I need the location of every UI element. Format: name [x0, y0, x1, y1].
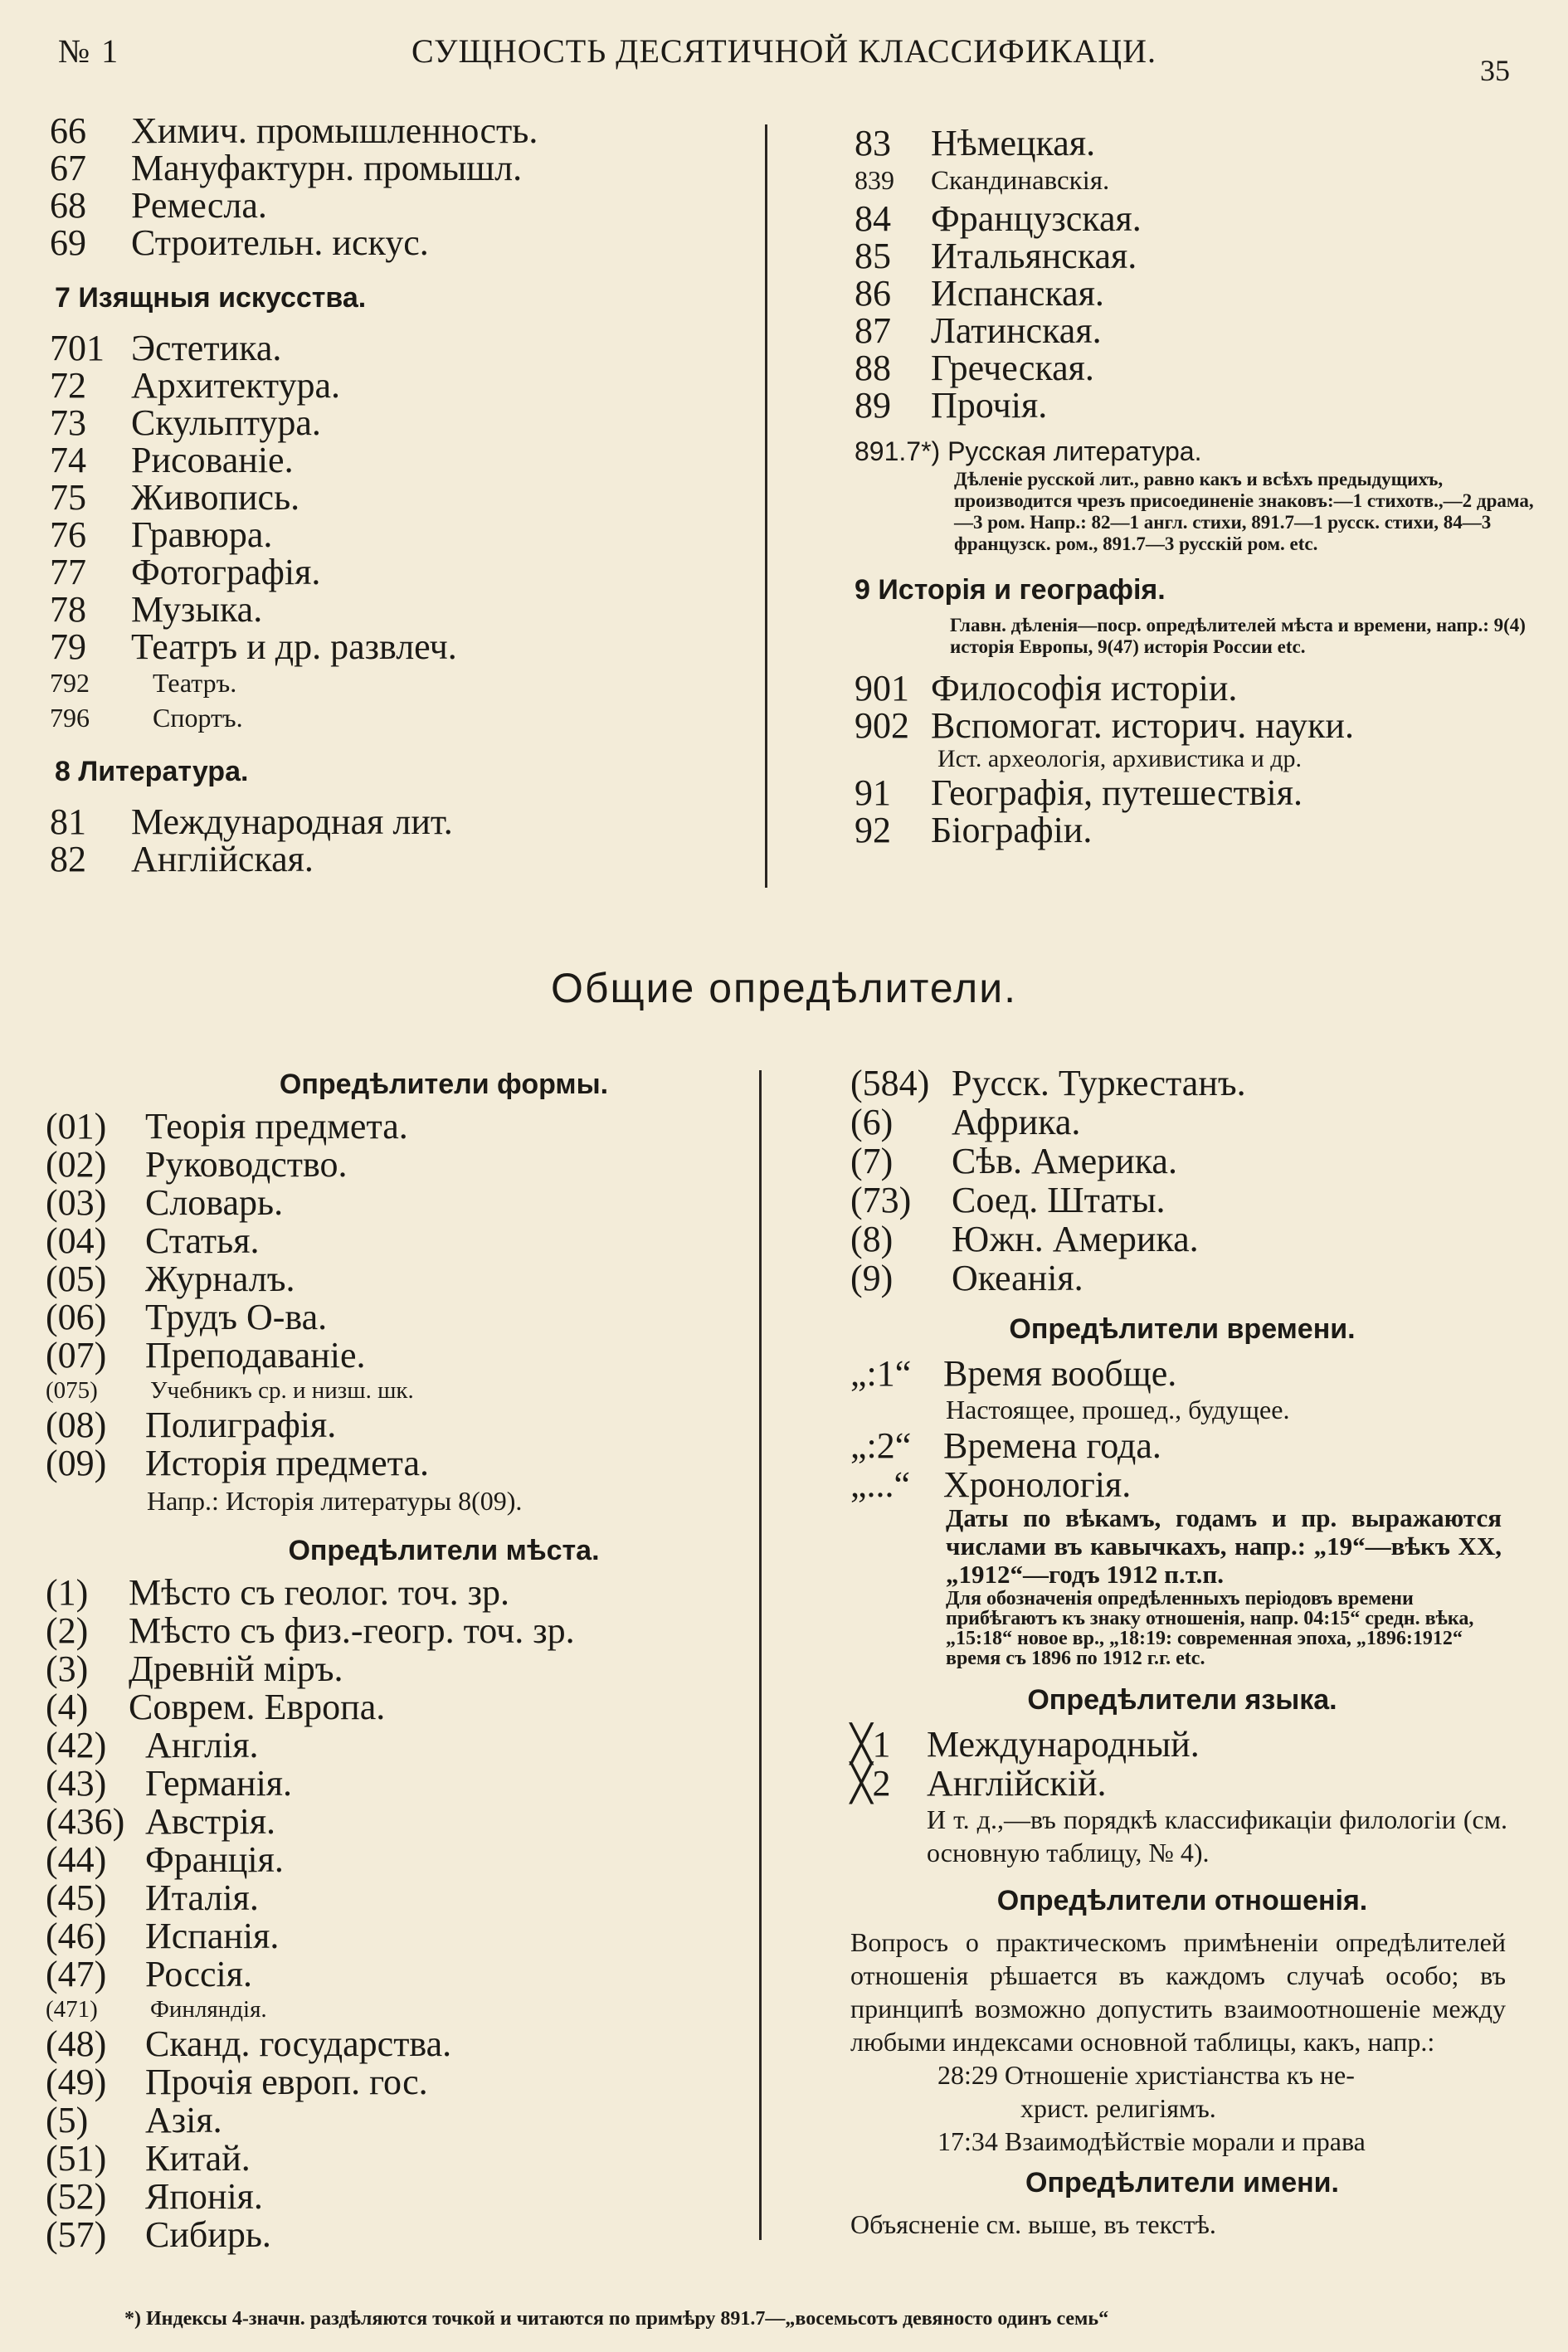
- russian-literature-note: Дѣленіе русской лит., равно какъ и всѣхъ предыдущихъ, производится чрезъ присоединеніе знаковъ:—1 стихотв.,—2 драма,—3 ром. Напр.: 82—1 англ. стихи, 891.7—1 русск. стихи, 84—3 французск. ром., 891.7—3 русскій ром. etc.: [954, 469, 1534, 554]
- class-index: (471): [46, 1996, 98, 2023]
- class-label: Испанія.: [145, 1916, 280, 1956]
- determiner-entry: [46, 1765, 743, 1803]
- time-entry: [850, 1465, 1514, 1504]
- class-entry: [855, 312, 1518, 349]
- time-determiners-heading: Опредѣлители времени.: [1009, 1313, 1356, 1345]
- class-label: Древній міръ.: [129, 1648, 343, 1689]
- class-label: Журналъ.: [145, 1259, 295, 1299]
- class-label: Международный.: [927, 1724, 1200, 1765]
- class-index: 68: [50, 185, 86, 226]
- class-index: 72: [50, 365, 86, 406]
- class-label: Международная лит.: [131, 801, 453, 842]
- class-label: Географія, путешествія.: [931, 772, 1303, 813]
- class-index: 77: [50, 552, 86, 592]
- running-header: [58, 23, 1510, 87]
- theatre-sublist: [50, 665, 747, 735]
- determiner-entry: [46, 1955, 743, 1994]
- class-index: ╳1: [850, 1724, 891, 1765]
- class-index: 79: [50, 626, 86, 667]
- class-index: (42): [46, 1725, 107, 1765]
- class-index: (06): [46, 1297, 107, 1337]
- class-index: (04): [46, 1220, 107, 1261]
- class-label: Философія исторіи.: [931, 668, 1238, 709]
- name-determiners-text: Объясненіе см. выше, въ текстѣ.: [850, 2209, 1216, 2239]
- class-index: 88: [855, 348, 891, 388]
- class-entry: [50, 591, 747, 628]
- class-label: Соврем. Европа.: [129, 1687, 386, 1727]
- class-index: 82: [50, 839, 86, 879]
- class-index: (436): [46, 1801, 125, 1842]
- determiner-entry: [850, 1142, 1514, 1181]
- class-index: (2): [46, 1610, 89, 1651]
- running-title: СУЩНОСТЬ ДЕСЯТИЧНОЙ КЛАССИФИКАЦИ.: [411, 32, 1157, 70]
- determiner-entry: [46, 1879, 743, 1917]
- class-label: Мѣсто съ физ.-геогр. точ. зр.: [129, 1610, 575, 1651]
- class-label: Японія.: [145, 2176, 263, 2217]
- history-list: [855, 670, 1518, 744]
- class-label: Преподаваніе.: [145, 1335, 366, 1376]
- determiner-entry: [46, 1841, 743, 1879]
- column-divider: [765, 124, 767, 888]
- determiner-entry: [46, 2025, 743, 2063]
- class-index: 902: [855, 705, 909, 746]
- geography-list: [855, 774, 1518, 849]
- footnote: *) Индексы 4-значн. раздѣляются точкой и читаются по примѣру 891.7—„восемьсотъ девяносто одинъ семь“: [124, 2308, 1109, 2330]
- class-index: 83: [855, 123, 891, 163]
- class-index: 84: [855, 198, 891, 239]
- class-entry: [855, 387, 1518, 424]
- class-index: (46): [46, 1916, 107, 1956]
- class-entry: [50, 224, 747, 261]
- class-index: (57): [46, 2214, 107, 2255]
- class-index: 901: [855, 668, 909, 709]
- class-index: ╳2: [850, 1763, 891, 1804]
- class-label: Финляндія.: [150, 1996, 267, 2023]
- class-entry: [855, 124, 1518, 162]
- class-label: Латинская.: [931, 310, 1102, 351]
- class-index: (45): [46, 1877, 107, 1918]
- bottom-left-column: [46, 1066, 743, 2254]
- class-label: Испанская.: [931, 273, 1104, 314]
- class-entry: [50, 187, 747, 224]
- class-label: Архитектура.: [131, 365, 341, 406]
- time-entry: [850, 1426, 1514, 1465]
- time-entry: [850, 1354, 1514, 1393]
- class-label: Вспомогат. историч. науки.: [931, 705, 1354, 746]
- class-index: (075): [46, 1377, 98, 1404]
- class-index: (51): [46, 2138, 107, 2179]
- class-index: (4): [46, 1687, 89, 1727]
- determiner-entry: [46, 1994, 743, 2025]
- fine-arts-list: [50, 329, 747, 665]
- class-index: (73): [850, 1180, 912, 1220]
- determiner-entry: [46, 1222, 743, 1260]
- class-label: Трудъ О-ва.: [145, 1297, 328, 1337]
- determiner-entry: [850, 1764, 1514, 1803]
- class-label: Англійскій.: [927, 1763, 1107, 1804]
- class-index: 87: [855, 310, 891, 351]
- determiner-entry: [46, 1917, 743, 1955]
- class-label: Африка.: [952, 1102, 1081, 1142]
- place-determiners-continued: [850, 1064, 1514, 1298]
- determiner-entry: [46, 1444, 743, 1483]
- determiner-entry: [46, 1803, 743, 1841]
- class-index: (5): [46, 2100, 89, 2140]
- time-text: Хронологія.: [943, 1464, 1132, 1505]
- class-label: Южн. Америка.: [952, 1219, 1199, 1259]
- determiner-entry: [46, 1108, 743, 1146]
- class-index: 76: [50, 514, 86, 555]
- relation-example: 28:29 Отношеніе христіанства къ не-: [937, 2060, 1355, 2090]
- class-label: Соед. Штаты.: [952, 1180, 1166, 1220]
- class-label: Нѣмецкая.: [931, 123, 1096, 163]
- literature-list: [50, 803, 747, 878]
- class-label: Азія.: [145, 2100, 222, 2140]
- class-index: 796: [50, 703, 90, 733]
- determiner-entry: [850, 1725, 1514, 1764]
- determiner-entry: [850, 1220, 1514, 1259]
- determiner-entry: [46, 1650, 743, 1688]
- class-entry: [50, 404, 747, 441]
- class-index: 701: [50, 328, 105, 368]
- class-label: Сканд. государства.: [145, 2023, 452, 2064]
- time-code: „...“: [850, 1464, 911, 1505]
- class-entry: [855, 275, 1518, 312]
- top-right-column: [855, 123, 1534, 850]
- class-index: (03): [46, 1182, 107, 1223]
- class-label: Прочія.: [931, 385, 1048, 426]
- class-index: (43): [46, 1763, 107, 1804]
- class-index: 839: [855, 165, 894, 195]
- determiner-entry: [46, 2063, 743, 2101]
- class-label: Сибирь.: [145, 2214, 271, 2255]
- class-entry: [50, 441, 747, 479]
- class-label: Скандинавскія.: [931, 166, 1110, 196]
- class-index: 75: [50, 477, 86, 518]
- class-label: Ремесла.: [131, 185, 267, 226]
- class-entry: [855, 200, 1518, 237]
- language-note: И т. д.,—въ порядкѣ классификаціи филологіи (см. основную таблицу, № 4).: [927, 1804, 1507, 1867]
- class-label: Театръ и др. развлеч.: [131, 626, 457, 667]
- class-index: (3): [46, 1648, 89, 1689]
- class-label: Италія.: [145, 1877, 259, 1918]
- class-label: Эстетика.: [131, 328, 282, 368]
- class-label: Музыка.: [131, 589, 263, 630]
- class-label: Гравюра.: [131, 514, 273, 555]
- class-entry: [50, 803, 747, 840]
- determiner-entry: [46, 1146, 743, 1184]
- class-entry: [855, 237, 1518, 275]
- class-label: Океанія.: [952, 1258, 1083, 1298]
- class-index: (05): [46, 1259, 107, 1299]
- form-determiners-heading: Опредѣлители формы.: [279, 1069, 609, 1100]
- class-label: Статья.: [145, 1220, 260, 1261]
- class-label: Австрія.: [145, 1801, 276, 1842]
- determiner-entry: [850, 1103, 1514, 1142]
- class-subentry: [50, 665, 747, 700]
- class-index: 66: [50, 110, 86, 151]
- class-label: Китай.: [145, 2138, 251, 2179]
- class-index: (7): [850, 1141, 894, 1181]
- class-label: Спортъ.: [153, 703, 243, 733]
- determiner-entry: [46, 1298, 743, 1337]
- class-entry: [50, 479, 747, 516]
- determiner-entry: [850, 1259, 1514, 1298]
- heading-history: 9 Исторія и географія.: [855, 574, 1166, 606]
- relation-text: Вопросъ о практическомъ примѣненіи опредѣлителей отношенія рѣшается въ каждомъ случаѣ особо; въ принципѣ возможно допустить взаимоотношеніе между любыми индексами основной таблицы, какъ, напр.:: [850, 1927, 1506, 2057]
- class-index: 73: [50, 402, 86, 443]
- top-left-column: [50, 112, 747, 878]
- class-label: Теорія предмета.: [145, 1106, 408, 1147]
- class-label: Мѣсто съ геолог. точ. зр.: [129, 1572, 509, 1613]
- class-index: 792: [50, 668, 90, 698]
- name-determiners-heading: Опредѣлители имени.: [1025, 2167, 1339, 2199]
- determiner-entry: [46, 1184, 743, 1222]
- class-entry: [50, 840, 747, 878]
- class-entry: [50, 516, 747, 553]
- class-entry: [855, 707, 1518, 744]
- class-index: (1): [46, 1572, 89, 1613]
- class-index: 85: [855, 236, 891, 276]
- class-index: (01): [46, 1106, 107, 1147]
- class-label: Живопись.: [131, 477, 300, 518]
- class-label: Театръ.: [153, 668, 237, 698]
- place-determiners-list: [46, 1574, 743, 2254]
- class-label: Словарь.: [145, 1182, 284, 1223]
- class-entry: [50, 149, 747, 187]
- form-determiners-list: [46, 1108, 743, 1483]
- history-note: Главн. дѣленія—поср. опредѣлителей мѣста и времени, напр.: 9(4) исторія Европы, 9(47) исторія России etc.: [950, 615, 1526, 657]
- class-index: (9): [850, 1258, 894, 1298]
- class-label: Прочія европ. гос.: [145, 2062, 428, 2102]
- column-divider: [759, 1070, 762, 2240]
- class-subentry: [50, 700, 747, 735]
- class-index: 91: [855, 772, 891, 813]
- form-example: Напр.: Исторія литературы 8(09).: [147, 1486, 523, 1516]
- chronology-note: Даты по вѣкамъ, годамъ и пр. выражаются числами въ кавычкахъ, напр.: „19“—вѣкъ XX, „1912“—годъ 1912 п.т.п.: [946, 1503, 1502, 1589]
- class-index: (6): [850, 1102, 894, 1142]
- class-index: 74: [50, 440, 86, 480]
- class-entry: [855, 349, 1518, 387]
- class-index: (52): [46, 2176, 107, 2217]
- class-entry: [855, 162, 1518, 200]
- time-code: „:2“: [850, 1425, 912, 1466]
- heading-literature: 8 Литература.: [55, 756, 249, 787]
- class-index: (02): [46, 1144, 107, 1185]
- class-entry: [855, 811, 1518, 849]
- class-entry: [50, 367, 747, 404]
- auxiliary-sciences-note: Ист. археологія, архивистика и др.: [937, 745, 1303, 772]
- class-index: 67: [50, 148, 86, 188]
- class-entry: [855, 774, 1518, 811]
- class-index: (584): [850, 1063, 930, 1103]
- time-text: Время вообще.: [943, 1353, 1177, 1394]
- class-label: Итальянская.: [931, 236, 1137, 276]
- language-determiners-heading: Опредѣлители языка.: [1027, 1684, 1337, 1716]
- relation-example: 17:34 Взаимодѣйствіе морали и права: [937, 2126, 1366, 2156]
- class-index: 81: [50, 801, 86, 842]
- class-label: Строительн. искус.: [131, 222, 429, 263]
- class-entry: [50, 628, 747, 665]
- place-determiners-heading: Опредѣлители мѣста.: [288, 1535, 600, 1566]
- class-entry: [855, 670, 1518, 707]
- page-number: 35: [1480, 54, 1510, 87]
- issue-number: № 1: [58, 32, 120, 70]
- time-sub-note: Настоящее, прошед., будущее.: [946, 1395, 1290, 1424]
- class-label: Русск. Туркестанъ.: [952, 1063, 1246, 1103]
- class-label: Германія.: [145, 1763, 293, 1804]
- class-label: Учебникъ ср. и низш. шк.: [150, 1377, 414, 1404]
- class-label: Исторія предмета.: [145, 1443, 429, 1483]
- class-index: (07): [46, 1335, 107, 1376]
- class-index: (44): [46, 1839, 107, 1880]
- class-label: Франція.: [145, 1839, 284, 1880]
- class-label: Россія.: [145, 1954, 252, 1994]
- relation-determiners-heading: Опредѣлители отношенія.: [996, 1885, 1368, 1916]
- class-label: Греческая.: [931, 348, 1094, 388]
- determiner-entry: [46, 1726, 743, 1765]
- class-entry: [50, 329, 747, 367]
- determiner-entry: [46, 1406, 743, 1444]
- determiner-entry: [46, 1574, 743, 1612]
- section-title: Общие опредѣлители.: [550, 965, 1018, 1011]
- determiner-entry: [46, 2140, 743, 2178]
- relation-example-cont: христ. религіямъ.: [1020, 2093, 1216, 2123]
- class-label: Полиграфія.: [145, 1405, 337, 1445]
- class-index: 69: [50, 222, 86, 263]
- heading-fine-arts: 7 Изящныя искусства.: [55, 282, 367, 314]
- class-entry: [50, 553, 747, 591]
- class-label: Мануфактурн. промышл.: [131, 148, 523, 188]
- class-index: (48): [46, 2023, 107, 2064]
- class-label: Сѣв. Америка.: [952, 1141, 1177, 1181]
- bottom-right-column: [850, 1064, 1514, 2241]
- class-label: Англія.: [145, 1725, 259, 1765]
- class-label: Химич. промышленность.: [131, 110, 538, 151]
- class-index: (08): [46, 1405, 107, 1445]
- determiner-entry: [46, 2101, 743, 2140]
- class-index: (8): [850, 1219, 894, 1259]
- time-text: Времена года.: [943, 1425, 1161, 1466]
- class-index: 78: [50, 589, 86, 630]
- class-entry: [50, 112, 747, 149]
- determiner-entry: [46, 1260, 743, 1298]
- determiner-entry: [46, 1612, 743, 1650]
- class-index: (49): [46, 2062, 107, 2102]
- industry-list: [50, 112, 747, 261]
- language-determiners-list: [850, 1725, 1514, 1803]
- class-label: Французская.: [931, 198, 1142, 239]
- period-note: Для обозначенія опредѣленныхъ періодовъ времени прибѣгаютъ къ знаку отношенія, напр. 04:15“ средн. вѣка, „15:18“ новое вр., „18:19: современная эпоха, „1896:1912“ время съ 1896 по 1912 г.г. etc.: [946, 1588, 1474, 1669]
- time-code: „:1“: [850, 1353, 912, 1394]
- class-index: (47): [46, 1954, 107, 1994]
- class-label: Скульптура.: [131, 402, 321, 443]
- class-label: Англійская.: [131, 839, 314, 879]
- class-index: 92: [855, 810, 891, 850]
- determiner-entry: [46, 2216, 743, 2254]
- languages-literature-list: [855, 124, 1518, 424]
- determiner-entry: [46, 1375, 743, 1406]
- class-index: 89: [855, 385, 891, 426]
- determiner-entry: [46, 2178, 743, 2216]
- class-index: 86: [855, 273, 891, 314]
- determiner-entry: [46, 1688, 743, 1726]
- determiner-entry: [46, 1337, 743, 1375]
- determiner-entry: [850, 1181, 1514, 1220]
- class-label: Біографіи.: [931, 810, 1093, 850]
- class-label: Рисованіе.: [131, 440, 294, 480]
- russian-literature-heading: 891.7*) Русская литература.: [855, 436, 1202, 466]
- class-index: (09): [46, 1443, 107, 1483]
- determiner-entry: [850, 1064, 1514, 1103]
- class-label: Фотографія.: [131, 552, 321, 592]
- class-label: Руководство.: [145, 1144, 348, 1185]
